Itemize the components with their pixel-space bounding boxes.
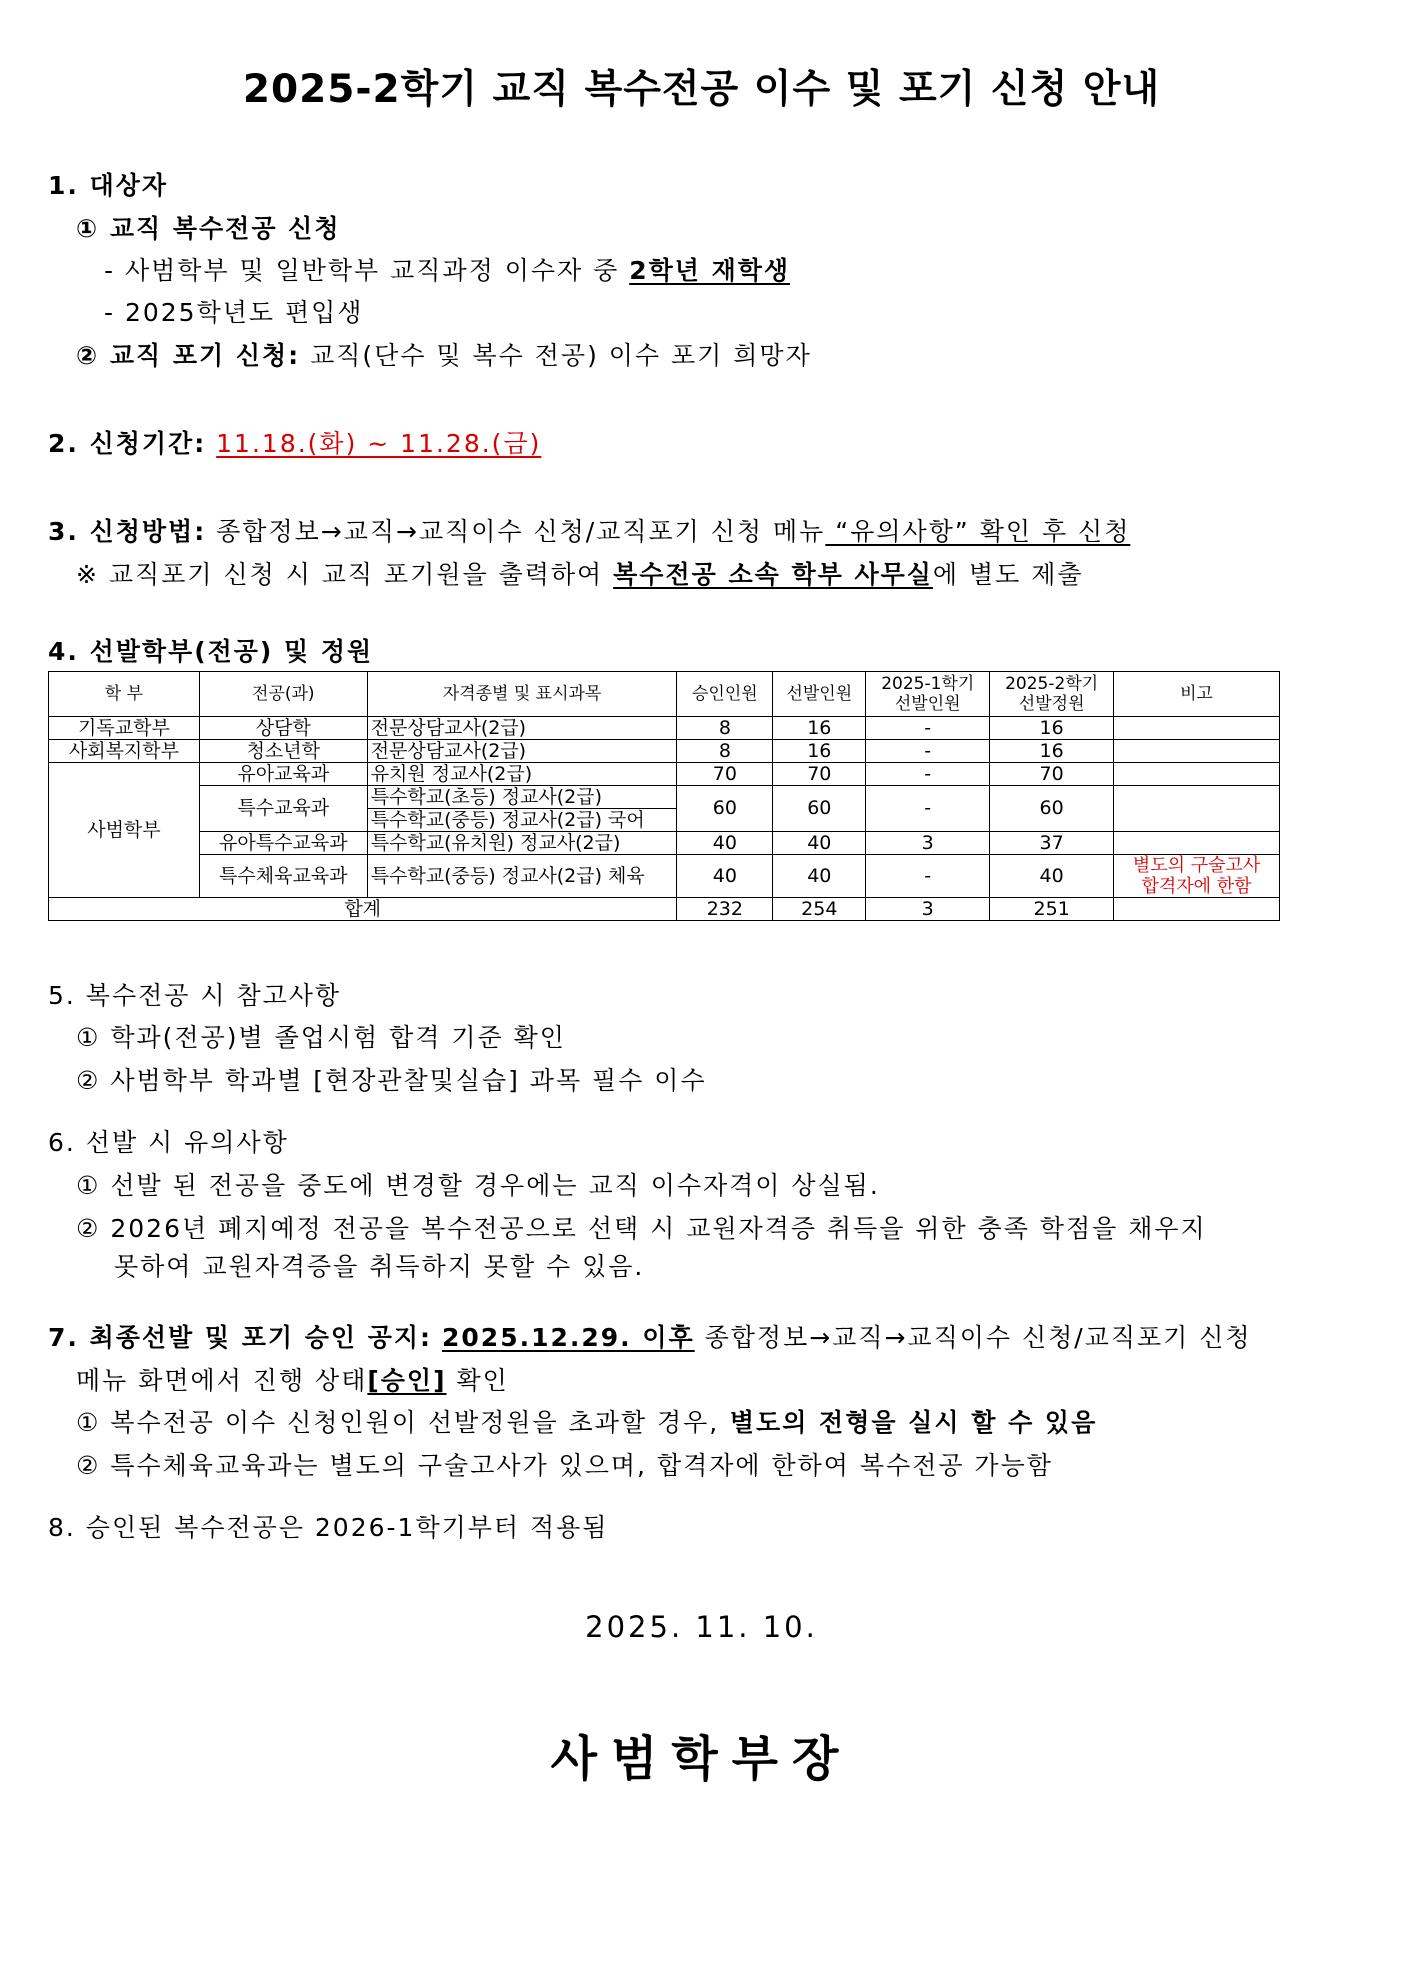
- table-row: 기독교학부 상담학 전문상담교사(2급) 8 16 - 16: [49, 717, 1280, 740]
- application-period: 11.18.(화) ~ 11.28.(금): [216, 429, 542, 458]
- section-6-item-2a: ② 2026년 폐지예정 전공을 복수전공으로 선택 시 교원자격증 취득을 위한 충족 학점을 채우지: [76, 1214, 1207, 1243]
- section-5-item-2: ② 사범학부 학과별 [현장관찰및실습] 과목 필수 이수: [76, 1066, 707, 1095]
- header-prev: 2025-1학기 선발인원: [866, 672, 990, 717]
- table-row: 특수학교(중등) 정교사(2급) 국어: [49, 809, 1280, 832]
- header-major: 전공(과): [199, 672, 367, 717]
- final-notice-date: 2025.12.29. 이후: [442, 1323, 695, 1352]
- section-7-item-2: ② 특수체육교육과는 별도의 구술고사가 있으며, 합격자에 한하여 복수전공 가능함: [76, 1451, 1053, 1480]
- remark-oral-exam: 별도의 구술고사 합격자에 한함: [1114, 855, 1280, 898]
- header-selected: 선발인원: [773, 672, 866, 717]
- section-1-item-1: ① 교직 복수전공 신청: [76, 214, 341, 243]
- table-row: 유아특수교육과 특수학교(유치원) 정교사(2급) 40 40 3 37: [49, 832, 1280, 855]
- section-6-item-1: ① 선발 된 전공을 중도에 변경할 경우에는 교직 이수자격이 상실됨.: [76, 1171, 880, 1200]
- section-7-item-1: ① 복수전공 이수 신청인원이 선발정원을 초과할 경우, 별도의 전형을 실시 할 수 있음: [76, 1408, 1098, 1437]
- signature-dean: 사범학부장: [550, 1731, 853, 1787]
- notice-date: 2025. 11. 10.: [585, 1610, 818, 1644]
- table-row: 특수체육교육과 특수학교(중등) 정교사(2급) 체육 40 40 - 40 별도의 구술고사 합격자에 한함: [49, 855, 1280, 898]
- table-row: 사범학부 유아교육과 유치원 정교사(2급) 70 70 - 70: [49, 763, 1280, 786]
- section-4-heading: 4. 선발학부(전공) 및 정원: [48, 637, 374, 666]
- section-8: 8. 승인된 복수전공은 2026-1학기부터 적용됨: [48, 1513, 609, 1542]
- section-3-note: ※ 교직포기 신청 시 교직 포기원을 출력하여 복수전공 소속 학부 사무실에 별도 제출: [76, 560, 1084, 589]
- section-1-item-2: ② 교직 포기 신청: 교직(단수 및 복수 전공) 이수 포기 희망자: [76, 341, 812, 370]
- header-remark: 비고: [1114, 672, 1280, 717]
- section-1-heading: 1. 대상자: [48, 171, 169, 200]
- section-7-line-2: 메뉴 화면에서 진행 상태[승인] 확인: [76, 1366, 509, 1395]
- table-header: [49, 672, 1280, 717]
- header-quota: 2025-2학기 선발정원: [990, 672, 1114, 717]
- section-6-item-2b: 못하여 교원자격증을 취득하지 못할 수 있음.: [114, 1252, 645, 1281]
- section-7: 7. 최종선발 및 포기 승인 공지: 2025.12.29. 이후 종합정보→교직→교직이수 신청/교직포기 신청: [48, 1323, 1252, 1352]
- table-row: 특수교육과 특수학교(초등) 정교사(2급) 60 60 - 60: [49, 786, 1280, 809]
- section-1-item-1a: - 사범학부 및 일반학부 교직과정 이수자 중 2학년 재학생: [104, 256, 791, 285]
- section-5-heading: 5. 복수전공 시 참고사항: [48, 981, 342, 1010]
- section-6-heading: 6. 선발 시 유의사항: [48, 1128, 289, 1157]
- header-dept: 학 부: [49, 672, 200, 717]
- page-title: 2025-2학기 교직 복수전공 이수 및 포기 신청 안내: [242, 67, 1161, 112]
- section-2: 2. 신청기간: 11.18.(화) ~ 11.28.(금): [48, 429, 542, 458]
- table-total-row: 합계 232 254 3 251: [49, 898, 1280, 921]
- header-approved: 승인인원: [677, 672, 773, 717]
- header-cert: 자격종별 및 표시과목: [367, 672, 677, 717]
- section-3: 3. 신청방법: 종합정보→교직→교직이수 신청/교직포기 신청 메뉴 “유의사항” 확인 후 신청: [48, 517, 1131, 546]
- section-5-item-1: ① 학과(전공)별 졸업시험 합격 기준 확인: [76, 1023, 566, 1052]
- table-row: 사회복지학부 청소년학 전문상담교사(2급) 8 16 - 16: [49, 740, 1280, 763]
- second-year-student: 2학년 재학생: [629, 256, 791, 285]
- selection-table: [48, 671, 1280, 921]
- section-1-item-1b: - 2025학년도 편입생: [104, 298, 364, 327]
